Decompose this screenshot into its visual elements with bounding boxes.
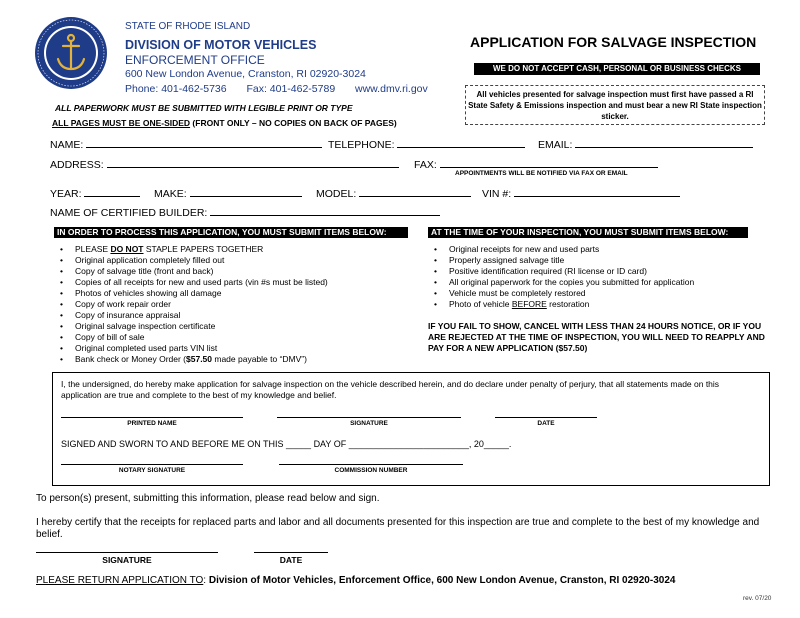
year-label: YEAR: [50,188,82,200]
signature-line[interactable] [277,417,461,418]
contact-line [125,83,428,95]
list-item: • Original receipts for new and used parts [428,244,694,255]
appointment-notice: APPOINTMENTS WILL BE NOTIFIED VIA FAX OR EMAIL [455,170,628,177]
notary-signature-line[interactable] [61,464,243,465]
email-field[interactable] [538,139,753,151]
list-item: • All original paperwork for the copies you submitted for application [428,277,694,288]
perjury-declaration: I, the undersigned, do hereby make application for salvage inspection on the vehicle described herein, and do declare under penalty of perjury, that all statements made on this application are true and complete to the best of my knowledge and belief. [61,379,720,400]
printed-name-label: PRINTED NAME [127,420,177,427]
sworn-before-me-line[interactable]: SIGNED AND SWORN TO AND BEFORE ME ON THIS _____ DAY OF ________________________, 20_____. [61,439,512,449]
persons-present-instruction: To person(s) present, submitting this information, please read below and sign. [36,493,380,504]
make-label: MAKE: [154,188,187,200]
sworn-statement-box [52,372,770,486]
list-item: • Vehicle must be completely restored [428,288,694,299]
bottom-date-line[interactable] [254,552,328,553]
address-label: ADDRESS: [50,159,104,171]
list-item: • Copy of insurance appraisal [54,310,328,321]
bottom-signature-line[interactable] [36,552,218,553]
office-name: ENFORCEMENT OFFICE [125,53,265,67]
model-field[interactable] [316,188,471,200]
office-address: 600 New London Avenue, Cranston, RI 02920-3024 [125,68,366,80]
list-item: • Copy of bill of sale [54,332,328,343]
revision-label: rev. 07/20 [743,595,772,602]
telephone-field[interactable] [328,139,525,151]
list-item: • Properly assigned salvage title [428,255,694,266]
vin-label: VIN #: [482,188,512,200]
model-label: MODEL: [316,188,357,200]
vin-field[interactable] [482,188,680,200]
email-label: EMAIL: [538,139,573,151]
notary-signature-label: NOTARY SIGNATURE [118,467,186,474]
list-item: • PLEASE DO NOT STAPLE PAPERS TOGETHER [54,244,328,255]
division-name: DIVISION OF MOTOR VEHICLES [125,38,317,52]
state-seal-logo [34,16,108,90]
fax-label: FAX: [414,159,437,171]
bottom-signature-label: SIGNATURE [102,555,152,565]
inspection-items-list [428,244,694,310]
return-address: PLEASE RETURN APPLICATION TO: Division of Motor Vehicles, Enforcement Office, 600 New London Avenue, Cranston, RI 02920-3024 [36,575,676,586]
one-sided-notice: ALL PAGES MUST BE ONE-SIDED (FRONT ONLY – NO COPIES ON BACK OF PAGES) [52,118,397,128]
commission-number-label: COMMISSION NUMBER [334,467,408,474]
right-list-header: AT THE TIME OF YOUR INSPECTION, YOU MUST SUBMIT ITEMS BELOW: [428,227,748,238]
list-item: • Copies of all receipts for new and used parts (vin #s must be listed) [54,277,328,288]
list-item: • Bank check or Money Order ($57.50 made payable to “DMV”) [54,354,328,365]
state-name: STATE OF RHODE ISLAND [125,21,251,32]
list-item: • Original completed used parts VIN list [54,343,328,354]
builder-label: NAME OF CERTIFIED BUILDER: [50,207,208,219]
phone-number: Phone: 401-462-5736 [125,83,227,95]
year-field[interactable] [50,188,140,200]
website-link[interactable]: www.dmv.ri.gov [355,83,428,95]
left-list-header: IN ORDER TO PROCESS THIS APPLICATION, YOU MUST SUBMIT ITEMS BELOW: [54,227,408,238]
printed-name-line[interactable] [61,417,243,418]
make-field[interactable] [154,188,302,200]
inspection-notice: All vehicles presented for salvage inspection must first have passed a RI State Safety & Emissions inspection and must bear a new RI State inspection sticker. [465,85,765,125]
list-item: • Copy of work repair order [54,299,328,310]
commission-number-line[interactable] [279,464,463,465]
name-field[interactable] [50,139,322,151]
list-item: • Positive identification required (RI license or ID card) [428,266,694,277]
list-item: • Photos of vehicles showing all damage [54,288,328,299]
reapply-warning: IF YOU FAIL TO SHOW, CANCEL WITH LESS THAN 24 HOURS NOTICE, OR IF YOU ARE REJECTED AT THE TIME OF INSPECTION, YOU WILL NEED TO REAPPLY AND PAY FOR A NEW APPLICATION ($57.50) [428,321,765,353]
bottom-date-label: DATE [279,555,303,565]
certification-statement: I hereby certify that the receipts for replaced parts and labor and all documents presented for this inspection are true and complete to the best of my knowledge and belief. [36,517,760,540]
payment-notice: WE DO NOT ACCEPT CASH, PERSONAL OR BUSINESS CHECKS [474,63,760,75]
list-item: • Original salvage inspection certificate [54,321,328,332]
list-item: • Original application completely filled out [54,255,328,266]
date-label: DATE [537,420,555,427]
name-label: NAME: [50,139,84,151]
builder-field[interactable] [50,207,440,219]
list-item: • Photo of vehicle BEFORE restoration [428,299,694,310]
paperwork-notice: ALL PAPERWORK MUST BE SUBMITTED WITH LEGIBLE PRINT OR TYPE [55,103,353,113]
date-line[interactable] [495,417,597,418]
list-item: • Copy of salvage title (front and back) [54,266,328,277]
signature-label: SIGNATURE [350,420,388,427]
telephone-label: TELEPHONE: [328,139,395,151]
address-field[interactable] [50,159,399,171]
fax-number: Fax: 401-462-5789 [246,83,336,95]
form-title: APPLICATION FOR SALVAGE INSPECTION [470,34,757,50]
application-items-list [54,244,328,365]
